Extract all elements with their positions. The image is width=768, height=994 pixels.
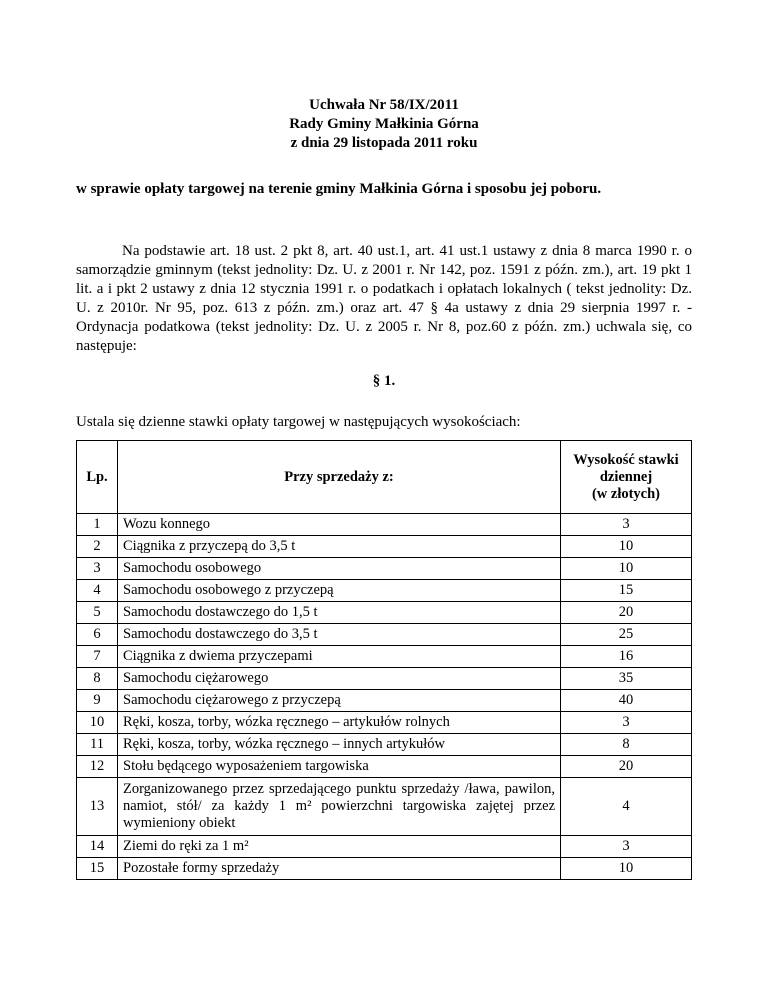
fee-rates-table <box>76 440 692 880</box>
cell-lp: 12 <box>77 756 118 778</box>
table-row <box>77 858 692 880</box>
cell-rate: 25 <box>561 624 692 646</box>
header-lp: Lp. <box>77 441 118 514</box>
table-row <box>77 536 692 558</box>
resolution-date: z dnia 29 listopada 2011 roku <box>290 135 478 151</box>
cell-rate: 10 <box>561 558 692 580</box>
cell-description: Samochodu ciężarowego <box>118 668 561 690</box>
cell-description: Ciągnika z przyczepą do 3,5 t <box>118 536 561 558</box>
cell-lp: 7 <box>77 646 118 668</box>
cell-lp: 3 <box>77 558 118 580</box>
cell-description-text: Zorganizowanego przez sprzedającego punktu sprzedaży /ława, pawilon, namiot, stół/ za każdy 1 m² powierzchni targowiska zajętej przez wymieniony obiekt <box>123 781 555 831</box>
cell-description: Samochodu ciężarowego z przyczepą <box>118 690 561 712</box>
cell-rate: 40 <box>561 690 692 712</box>
table-row <box>77 690 692 712</box>
cell-lp: 9 <box>77 690 118 712</box>
cell-rate: 3 <box>561 712 692 734</box>
cell-lp: 1 <box>77 514 118 536</box>
cell-rate: 3 <box>561 836 692 858</box>
cell-lp: 14 <box>77 836 118 858</box>
cell-description: Ręki, kosza, torby, wózka ręcznego – artykułów rolnych <box>118 712 561 734</box>
cell-rate: 35 <box>561 668 692 690</box>
cell-description: Samochodu osobowego z przyczepą <box>118 580 561 602</box>
header-rate <box>561 441 692 514</box>
cell-description: Ręki, kosza, torby, wózka ręcznego – innych artykułów <box>118 734 561 756</box>
header-rate-line2: dziennej <box>599 468 653 485</box>
header-description: Przy sprzedaży z: <box>118 441 561 514</box>
cell-description: Wozu konnego <box>118 514 561 536</box>
table-row <box>77 624 692 646</box>
cell-lp: 4 <box>77 580 118 602</box>
cell-lp: 15 <box>77 858 118 880</box>
table-row <box>77 734 692 756</box>
cell-lp: 6 <box>77 624 118 646</box>
cell-description: Ziemi do ręki za 1 m² <box>118 836 561 858</box>
cell-rate: 10 <box>561 858 692 880</box>
resolution-number: Uchwała Nr 58/IX/2011 <box>309 97 459 113</box>
table-row <box>77 668 692 690</box>
council-name: Rady Gminy Małkinia Górna <box>289 116 479 132</box>
section-intro: Ustala się dzienne stawki opłaty targowej w następujących wysokościach: <box>76 414 521 430</box>
header-rate-line3: (w złotych) <box>591 485 661 502</box>
table-row <box>77 580 692 602</box>
cell-rate: 8 <box>561 734 692 756</box>
cell-lp: 10 <box>77 712 118 734</box>
cell-description: Ciągnika z dwiema przyczepami <box>118 646 561 668</box>
cell-rate: 4 <box>561 778 692 836</box>
resolution-subject: w sprawie opłaty targowej na terenie gminy Małkinia Górna i sposobu jej poboru. <box>76 181 602 197</box>
cell-description: Samochodu osobowego <box>118 558 561 580</box>
cell-rate: 20 <box>561 756 692 778</box>
cell-description: Pozostałe formy sprzedaży <box>118 858 561 880</box>
cell-lp: 11 <box>77 734 118 756</box>
resolution-header <box>0 96 768 153</box>
table-row <box>77 756 692 778</box>
cell-description: Samochodu dostawczego do 1,5 t <box>118 602 561 624</box>
cell-rate: 16 <box>561 646 692 668</box>
cell-description: Samochodu dostawczego do 3,5 t <box>118 624 561 646</box>
table-row <box>77 836 692 858</box>
cell-lp: 5 <box>77 602 118 624</box>
cell-lp: 13 <box>77 778 118 836</box>
table-row <box>77 558 692 580</box>
cell-lp: 2 <box>77 536 118 558</box>
cell-description <box>118 778 561 836</box>
table-row <box>77 778 692 836</box>
cell-lp: 8 <box>77 668 118 690</box>
header-rate-line1: Wysokość stawki <box>573 451 679 468</box>
cell-description: Stołu będącego wyposażeniem targowiska <box>118 756 561 778</box>
table-header-row <box>77 441 692 514</box>
section-title: § 1. <box>372 373 396 389</box>
cell-rate: 3 <box>561 514 692 536</box>
cell-rate: 10 <box>561 536 692 558</box>
table-row <box>77 602 692 624</box>
table-row <box>77 514 692 536</box>
legal-basis-paragraph: Na podstawie art. 18 ust. 2 pkt 8, art. 40 ust.1, art. 41 ust.1 ustawy z dnia 8 marca 1990 r. o samorządzie gminnym (tekst jednolity: Dz. U. z 2001 r. Nr 142, poz. 1591 z późn. zm.), art. 19 pkt 1 lit. a i pkt 2 ustawy z dnia 12 stycznia 1991 r. o podatkach i opłatach lokalnych ( tekst jednolity: Dz. U. z 2010r. Nr 95, poz. 613 z późn. zm.) oraz art. 47 § 4a ustawy z dnia 29 sierpnia 1997 r. - Ordynacja podatkowa (tekst jednolity: Dz. U. z 2005 r. Nr 8, poz.60 z późn. zm.) uchwala się, co następuje: <box>76 243 692 354</box>
cell-rate: 20 <box>561 602 692 624</box>
table-row <box>77 646 692 668</box>
cell-rate: 15 <box>561 580 692 602</box>
table-row <box>77 712 692 734</box>
